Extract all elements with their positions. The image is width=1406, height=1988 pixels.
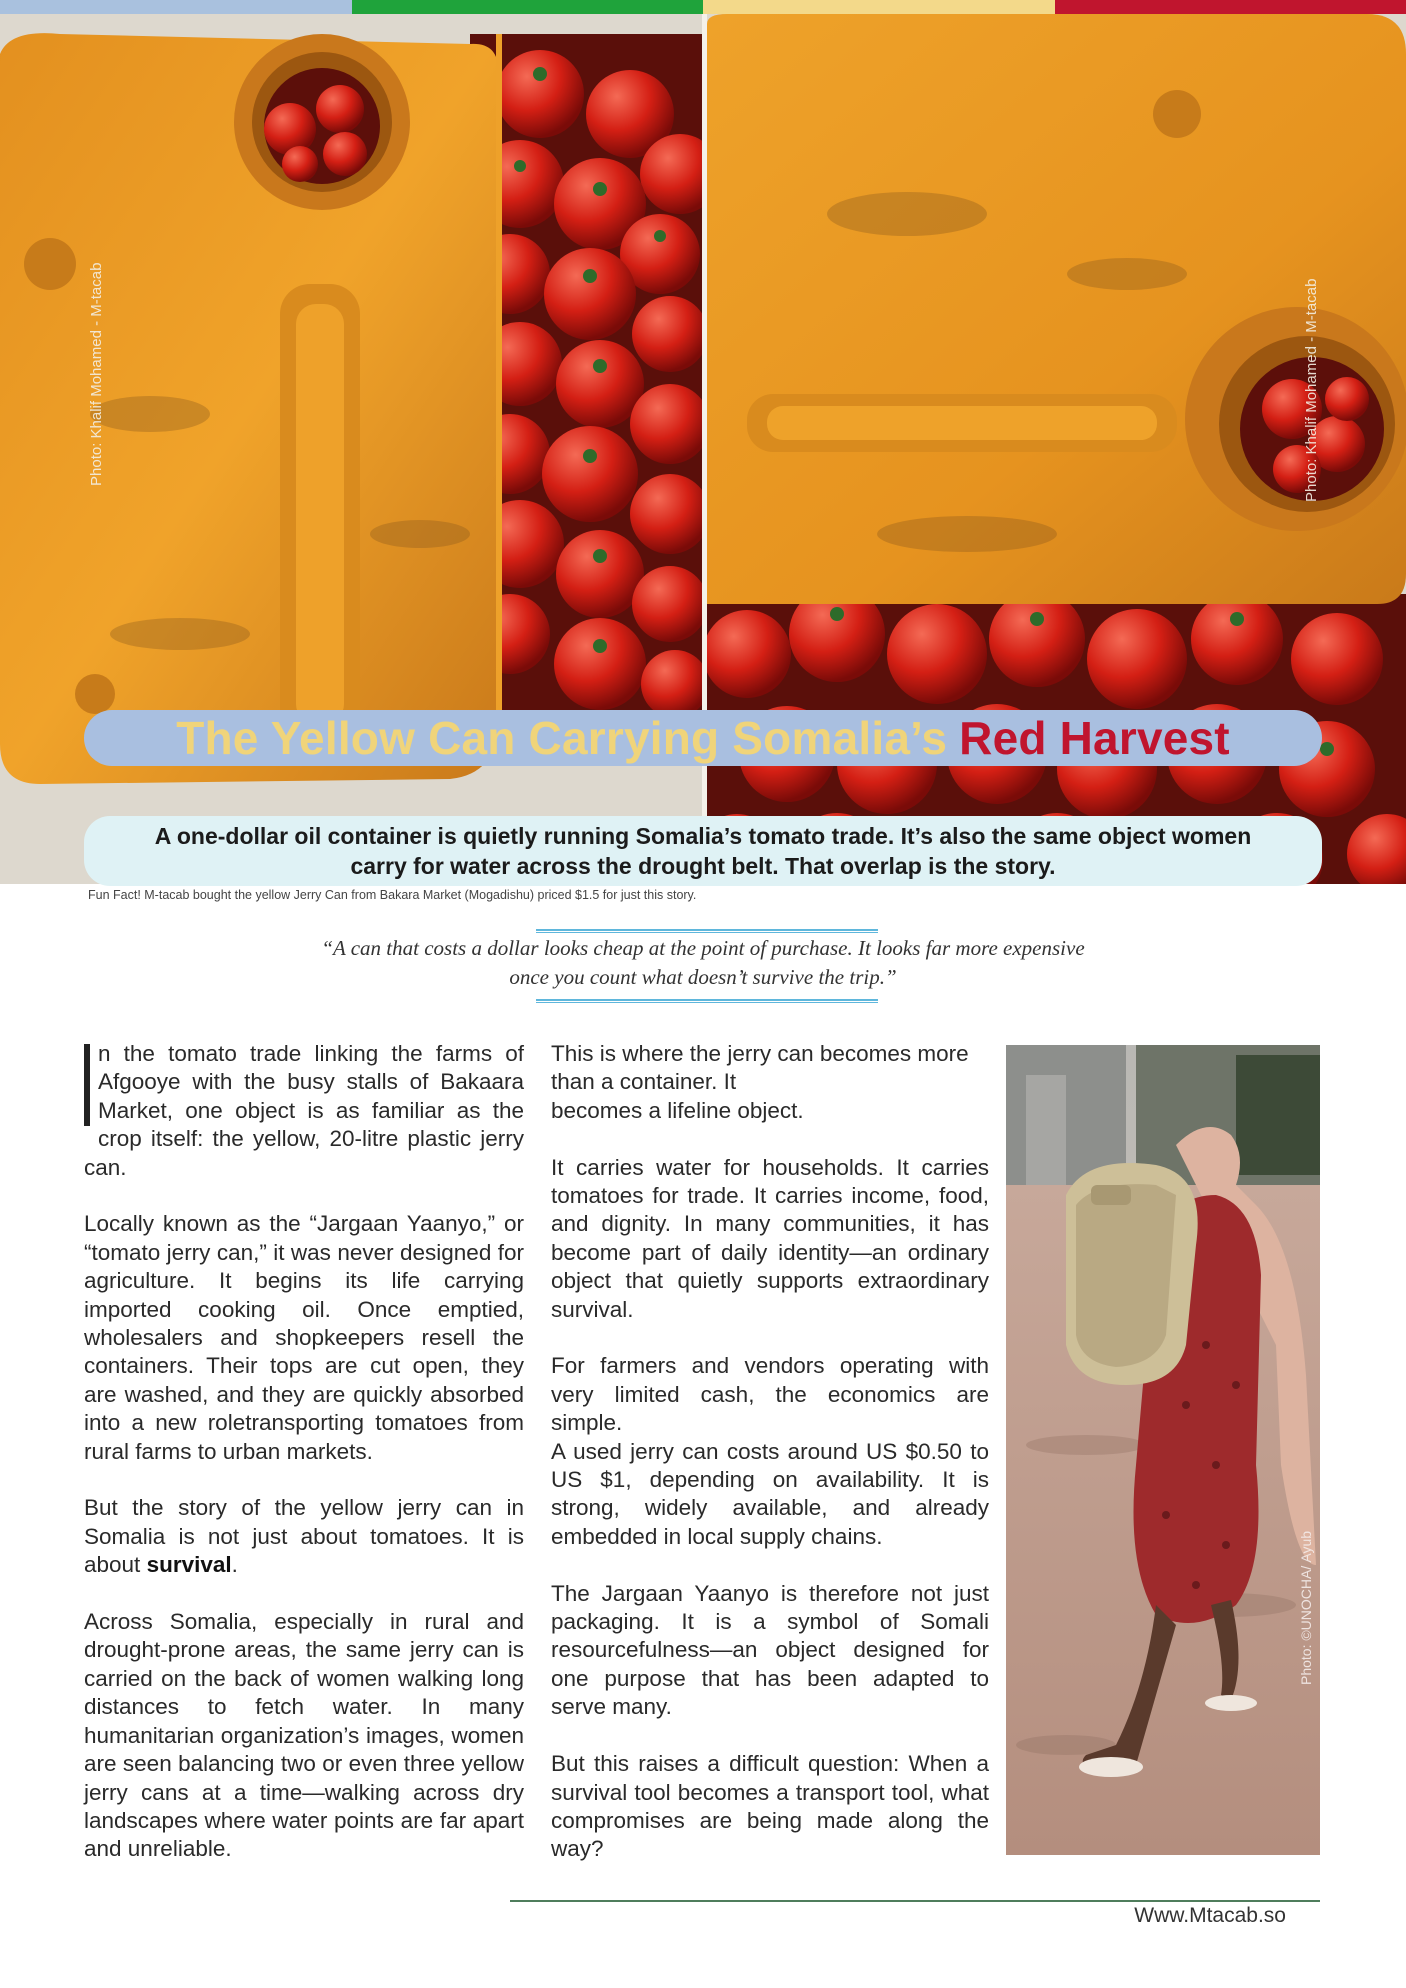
- paragraph-line: This is where the jerry can becomes more than a container. It: [551, 1041, 969, 1095]
- top-color-bar: [0, 0, 1406, 14]
- left-column: [84, 1040, 524, 1892]
- paragraph: Across Somalia, especially in rural and drought-prone areas, the same jerry can is carried on the back of women walking long distances to fetch water. In many humanitarian organization’s images, women are seen balancing two or even three yellow jerry cans at a time—walking across dry landscapes where water points are far apart and unreliable.: [84, 1609, 524, 1862]
- title-red-part: Red Harvest: [959, 712, 1230, 764]
- article-title: [84, 710, 1322, 766]
- side-photo-credit: Photo: ©UNOCHA/ Ayub: [1298, 1530, 1314, 1685]
- paragraph-line: becomes a lifeline object.: [551, 1097, 804, 1123]
- paragraph: [84, 1494, 524, 1579]
- paragraph: [84, 1040, 524, 1182]
- woman-carrying-jerry-can-illustration: [1006, 1045, 1320, 1855]
- paragraph-line: A used jerry can costs around US $0.50 to US $1, depending on availability. It is strong, widely available, and already embedded in local supply chains.: [551, 1438, 989, 1549]
- paragraph-text: n the tomato trade linking the farms of Afgooye with the busy stalls of Bakaara Market, one object is as familiar as the crop itself: the yellow, 20-litre plastic jerry can.: [84, 1041, 524, 1180]
- fun-fact-caption: Fun Fact! M-tacab bought the yellow Jerry Can from Bakara Market (Mogadishu) priced $1.5 for just this story.: [88, 888, 697, 902]
- paragraph: It carries water for households. It carries tomatoes for trade. It carries income, food, and dignity. In many communities, it has become part of daily identity—an ordinary object that quietly supports extraordinary survival.: [551, 1154, 989, 1322]
- color-bar-segment-yellow: [703, 0, 1055, 14]
- paragraph: But this raises a difficult question: When a survival tool becomes a transport tool, what compromises are being made along the way?: [551, 1751, 989, 1862]
- article-subtitle: A one-dollar oil container is quietly running Somalia’s tomato trade. It’s also the same object women carry for water across the drought belt. That overlap is the story.: [84, 816, 1322, 886]
- quote-rule-top: [536, 929, 878, 933]
- photo-credit-left: Photo: Khalif Mohamed - M-tacab: [88, 262, 105, 486]
- title-yellow-part: The Yellow Can Carrying Somalia’s: [176, 712, 948, 764]
- emphasis-survival: survival: [146, 1552, 232, 1578]
- paragraph-line: For farmers and vendors operating with very limited cash, the economics are simple.: [551, 1353, 989, 1436]
- pull-quote: “A can that costs a dollar looks cheap at the point of purchase. It looks far more expensive once you count what doesn’t survive the trip.”: [321, 936, 1085, 989]
- paragraph: [551, 1040, 989, 1125]
- paragraph-text: But the story of the yellow jerry can in Somalia is not just about tomatoes. It is about: [84, 1495, 524, 1578]
- paragraph: Locally known as the “Jargaan Yaanyo,” or “tomato jerry can,” it was never designed for agriculture. It begins its life carrying imported cooking oil. Once emptied, wholesalers and shopkeepers resell the containers. Their tops are cut open, they are washed, and they are quickly absorbed into a new roletransporting tomatoes from rural farms to urban markets.: [84, 1211, 524, 1464]
- footer-rule: [510, 1900, 1320, 1902]
- color-bar-segment-green: [352, 0, 704, 14]
- quote-rule-bottom: [536, 999, 878, 1003]
- drop-cap-I: [84, 1044, 90, 1126]
- photo-credit-right: Photo: Khalif Mohamed - M-tacab: [1303, 278, 1320, 502]
- color-bar-segment-blue: [0, 0, 352, 14]
- side-photo-woman-carrying-can: [1006, 1045, 1320, 1855]
- paragraph: [551, 1352, 989, 1551]
- middle-column: [551, 1040, 989, 1864]
- paragraph: The Jargaan Yaanyo is therefore not just packaging. It is a symbol of Somali resourcefulness—an object designed for one purpose that has been adapted to serve many.: [551, 1580, 989, 1720]
- footer-website-url: Www.Mtacab.so: [1134, 1904, 1286, 1927]
- color-bar-segment-red: [1055, 0, 1406, 14]
- paragraph-text: .: [231, 1552, 238, 1578]
